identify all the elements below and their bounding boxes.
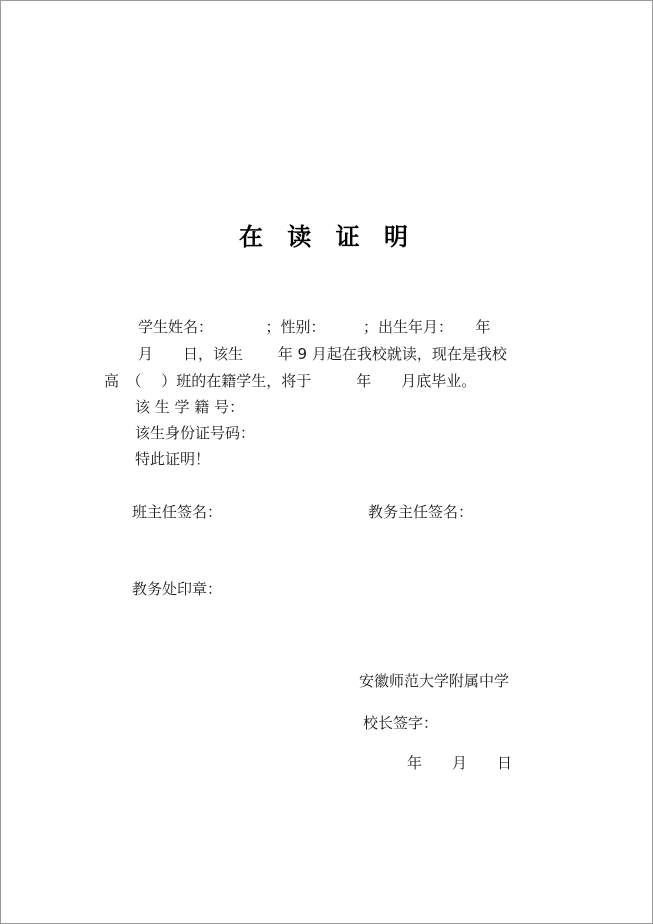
- closing-statement: 特此证明！: [135, 450, 211, 468]
- id-number-label: 该生身份证号码：: [135, 424, 256, 442]
- body-line-name-gender-birth: 学生姓名： ；性别： ；出生年月： 年: [138, 318, 491, 336]
- school-name: 安徽师范大学附属中学: [359, 672, 510, 690]
- page-title: 在 读 证 明: [238, 222, 417, 251]
- date-line: 年 月 日: [407, 754, 513, 772]
- body-line-class-graduation: 高 （ ）班的在籍学生，将于 年 月底毕业。: [104, 372, 477, 390]
- body-line-enrollment: 月 日，该生 年 9 月起在我校就读，现在是我校: [138, 345, 507, 363]
- head-teacher-signature-label: 班主任签名：: [132, 503, 223, 521]
- academic-director-signature-label: 教务主任签名：: [368, 503, 474, 521]
- principal-signature-label: 校长签字：: [363, 714, 439, 732]
- academic-office-seal-label: 教务处印章：: [132, 580, 223, 598]
- student-record-number-label: 该 生 学 籍 号：: [135, 398, 245, 416]
